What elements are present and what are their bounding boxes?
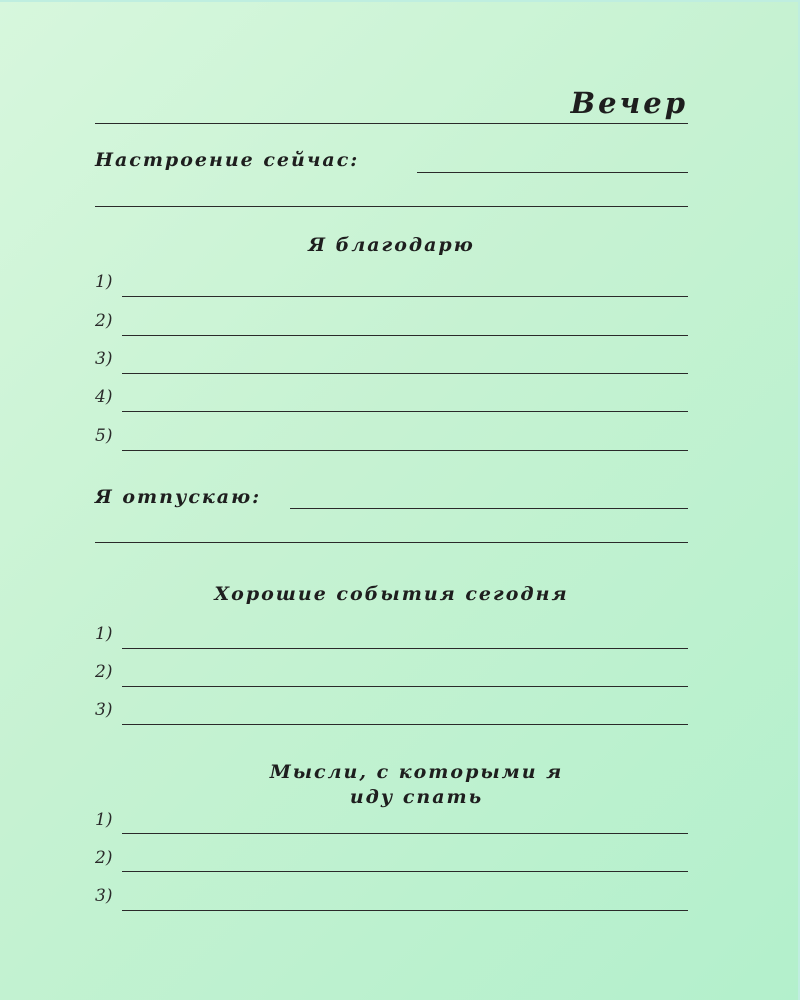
page-title: Вечер: [570, 86, 688, 120]
grateful-heading: Я благодарю: [308, 234, 475, 256]
thoughts-heading-line-1: Мысли, с которыми я: [269, 761, 564, 783]
grateful-line-4[interactable]: [122, 411, 688, 412]
good-events-line-1[interactable]: [122, 648, 688, 649]
grateful-line-5[interactable]: [122, 450, 688, 451]
grateful-line-3[interactable]: [122, 373, 688, 374]
thoughts-number-1: 1): [95, 810, 113, 830]
release-answer-line[interactable]: [290, 508, 688, 509]
grateful-line-2[interactable]: [122, 335, 688, 336]
grateful-number-3: 3): [95, 349, 113, 369]
release-label: Я отпускаю:: [95, 486, 262, 508]
mood-answer-line[interactable]: [417, 172, 688, 173]
good-events-number-3: 3): [95, 700, 113, 720]
mood-label: Настроение сейчас:: [95, 149, 360, 171]
good-events-number-1: 1): [95, 624, 113, 644]
good-events-number-2: 2): [95, 662, 113, 682]
thoughts-number-3: 3): [95, 886, 113, 906]
grateful-number-5: 5): [95, 426, 113, 446]
good-events-line-2[interactable]: [122, 686, 688, 687]
title-underline: [95, 123, 688, 124]
mood-answer-line-2[interactable]: [95, 206, 688, 207]
grateful-number-1: 1): [95, 272, 113, 292]
thoughts-line-1[interactable]: [122, 833, 688, 834]
grateful-line-1[interactable]: [122, 296, 688, 297]
thoughts-number-2: 2): [95, 848, 113, 868]
thoughts-heading-line-2: иду спать: [349, 786, 484, 808]
thoughts-line-2[interactable]: [122, 871, 688, 872]
good-events-line-3[interactable]: [122, 724, 688, 725]
grateful-number-4: 4): [95, 387, 113, 407]
good-events-heading: Хорошие события сегодня: [214, 583, 569, 605]
thoughts-line-3[interactable]: [122, 910, 688, 911]
release-answer-line-2[interactable]: [95, 542, 688, 543]
grateful-number-2: 2): [95, 311, 113, 331]
